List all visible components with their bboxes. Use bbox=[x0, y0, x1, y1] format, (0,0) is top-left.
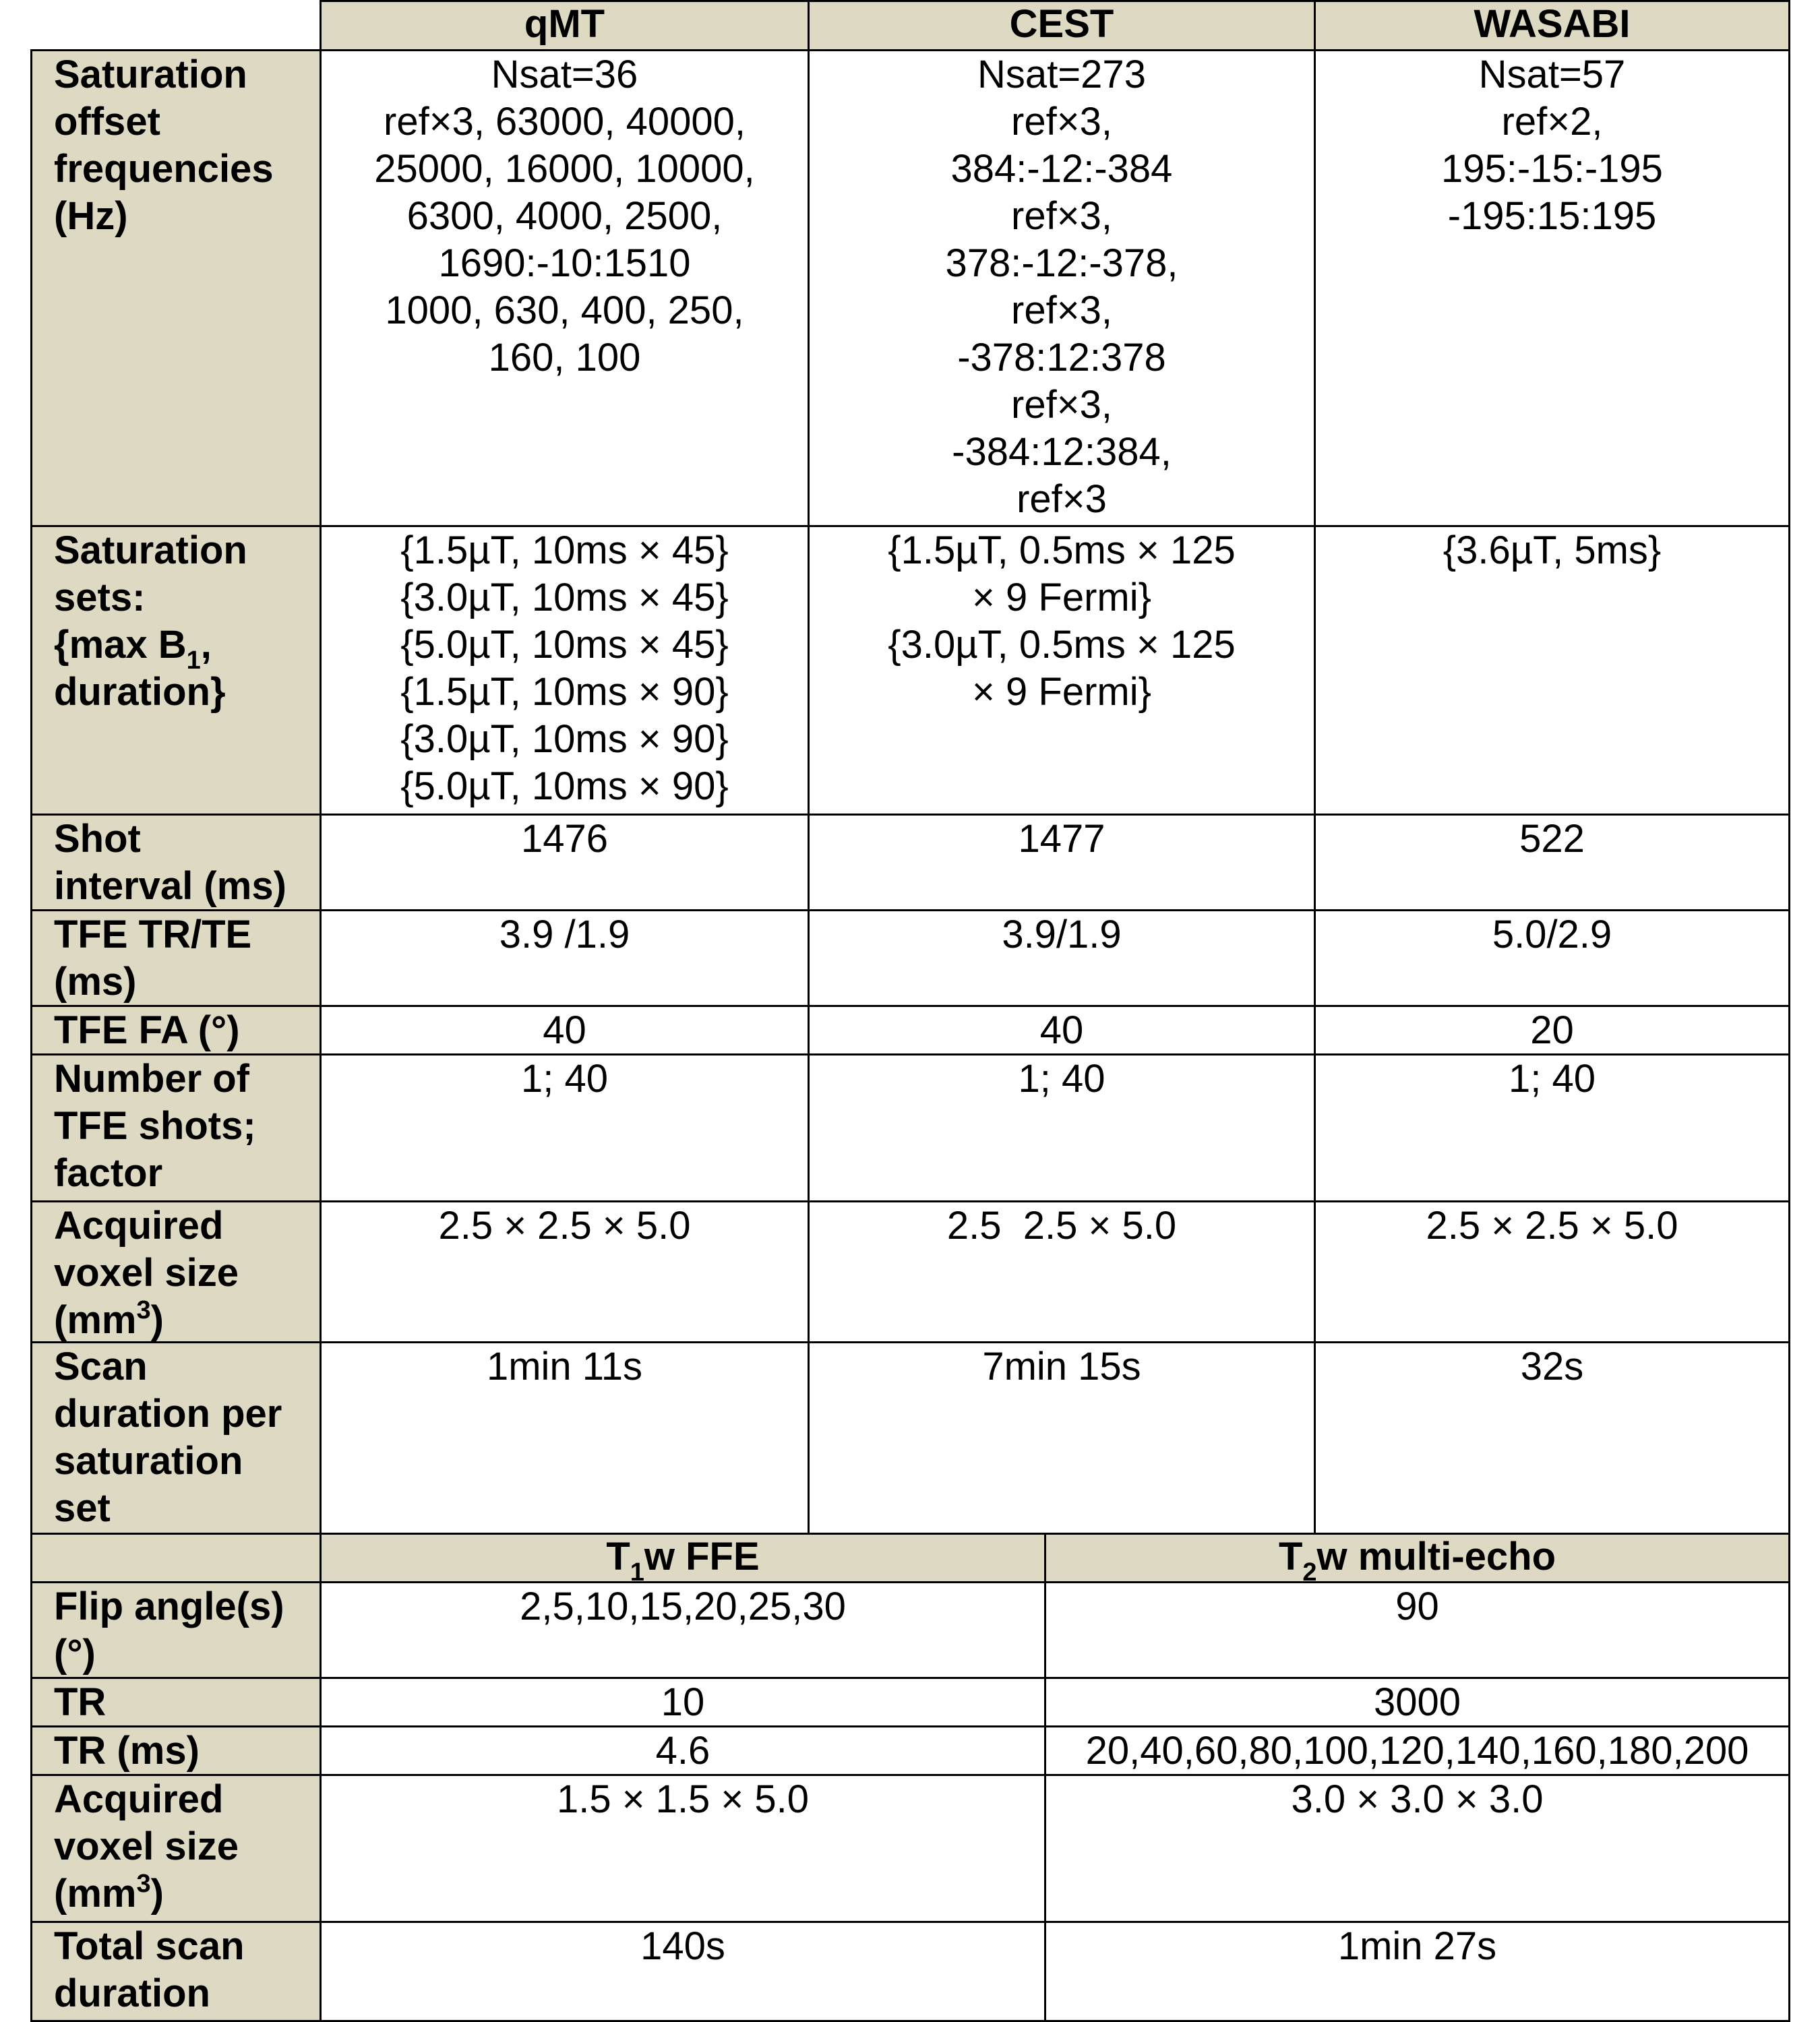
column-header-t1w-ffe: $T_1w$ FFE bbox=[320, 1533, 1046, 1583]
column-header-cest: CEST bbox=[808, 0, 1316, 51]
row-label-flip-angles: Flip angle(s) (°) bbox=[30, 1581, 322, 1679]
row-label-tfe-tr-te: TFE TR/TE (ms) bbox=[30, 909, 322, 1007]
row-label-bottom-voxel-size: Acquired voxel size $(mm^3)$ bbox=[30, 1774, 322, 1923]
cell-t2w-voxel-size: 3.0 × 3.0 × 3.0 bbox=[1044, 1774, 1790, 1923]
row-label-tfe-fa: TFE FA (°) bbox=[30, 1005, 322, 1055]
cell-qmt-tfe-tr-te: 3.9 /1.9 bbox=[320, 909, 810, 1007]
cell-cest-shot-interval: 1477 bbox=[808, 814, 1316, 911]
cell-qmt-voxel-size: 2.5 × 2.5 × 5.0 bbox=[320, 1200, 810, 1343]
cell-t2w-tr: 3000 bbox=[1044, 1677, 1790, 1727]
cell-cest-saturation-sets: {1.5µT, 0.5ms × 125 × 9 Fermi} {3.0µT, 0.5ms × 125 × 9 Fermi} bbox=[808, 525, 1316, 816]
cell-t2w-tr-ms: 20,40,60,80,100,120,140,160,180,200 bbox=[1044, 1725, 1790, 1776]
column-header-t2w-multi-echo: $T_2w$ multi-echo bbox=[1044, 1533, 1790, 1583]
row-label-saturation-offsets: Saturation offset frequencies (Hz) bbox=[30, 49, 322, 527]
cell-cest-tfe-tr-te: 3.9/1.9 bbox=[808, 909, 1316, 1007]
cell-t2w-flip-angles: 90 bbox=[1044, 1581, 1790, 1679]
row-label-total-scan-duration: Total scan duration bbox=[30, 1921, 322, 2022]
row-label-tfe-shots: Number of TFE shots; factor bbox=[30, 1053, 322, 1202]
cell-t1w-voxel-size: 1.5 × 1.5 × 5.0 bbox=[320, 1774, 1046, 1923]
row-label-shot-interval: Shot interval (ms) bbox=[30, 814, 322, 911]
cell-t1w-flip-angles: 2,5,10,15,20,25,30 bbox=[320, 1581, 1046, 1679]
cell-wasabi-tfe-tr-te: 5.0/2.9 bbox=[1314, 909, 1790, 1007]
cell-qmt-saturation-offsets: Nsat=36 ref×3, 63000, 40000, 25000, 16000, 10000, 6300, 4000, 2500, 1690:-10:1510 1000, 630, 400, 250, 160, 100 bbox=[320, 49, 810, 527]
cell-cest-scan-duration: 7min 15s bbox=[808, 1341, 1316, 1535]
cell-cest-saturation-offsets: Nsat=273 ref×3, 384:-12:-384 ref×3, 378:-12:-378, ref×3, -378:12:378 ref×3, -384:12:384, ref×3 bbox=[808, 49, 1316, 527]
cell-qmt-saturation-sets: {1.5µT, 10ms × 45} {3.0µT, 10ms × 45} {5.0µT, 10ms × 45} {1.5µT, 10ms × 90} {3.0µT, 10ms × 90} {5.0µT, 10ms × 90} bbox=[320, 525, 810, 816]
cell-wasabi-scan-duration: 32s bbox=[1314, 1341, 1790, 1535]
cell-t2w-total-scan-duration: 1min 27s bbox=[1044, 1921, 1790, 2022]
row-label-voxel-size: Acquired voxel size $(mm^3)$ bbox=[30, 1200, 322, 1343]
column-header-qmt: qMT bbox=[320, 0, 810, 51]
row-label-scan-duration: Scan duration per saturation set bbox=[30, 1341, 322, 1535]
cell-qmt-scan-duration: 1min 11s bbox=[320, 1341, 810, 1535]
cell-qmt-tfe-shots: 1; 40 bbox=[320, 1053, 810, 1202]
cell-qmt-shot-interval: 1476 bbox=[320, 814, 810, 911]
cell-qmt-tfe-fa: 40 bbox=[320, 1005, 810, 1055]
cell-wasabi-voxel-size: 2.5 × 2.5 × 5.0 bbox=[1314, 1200, 1790, 1343]
cell-cest-tfe-shots: 1; 40 bbox=[808, 1053, 1316, 1202]
cell-wasabi-tfe-fa: 20 bbox=[1314, 1005, 1790, 1055]
cell-wasabi-saturation-offsets: Nsat=57 ref×2, 195:-15:-195 -195:15:195 bbox=[1314, 49, 1790, 527]
cell-wasabi-saturation-sets: {3.6µT, 5ms} bbox=[1314, 525, 1790, 816]
cell-wasabi-shot-interval: 522 bbox=[1314, 814, 1790, 911]
row-label-saturation-sets: Saturation sets: {max $B_1$, duration} bbox=[30, 525, 322, 816]
cell-cest-tfe-fa: 40 bbox=[808, 1005, 1316, 1055]
cell-t1w-total-scan-duration: 140s bbox=[320, 1921, 1046, 2022]
cell-cest-voxel-size: 2.5 2.5 × 5.0 bbox=[808, 1200, 1316, 1343]
cell-wasabi-tfe-shots: 1; 40 bbox=[1314, 1053, 1790, 1202]
row-label-tr-ms: TR (ms) bbox=[30, 1725, 322, 1776]
cell-t1w-tr-ms: 4.6 bbox=[320, 1725, 1046, 1776]
row-label-tr: TR bbox=[30, 1677, 322, 1727]
bottom-header-corner bbox=[30, 1533, 322, 1583]
cell-t1w-tr: 10 bbox=[320, 1677, 1046, 1727]
column-header-wasabi: WASABI bbox=[1314, 0, 1790, 51]
